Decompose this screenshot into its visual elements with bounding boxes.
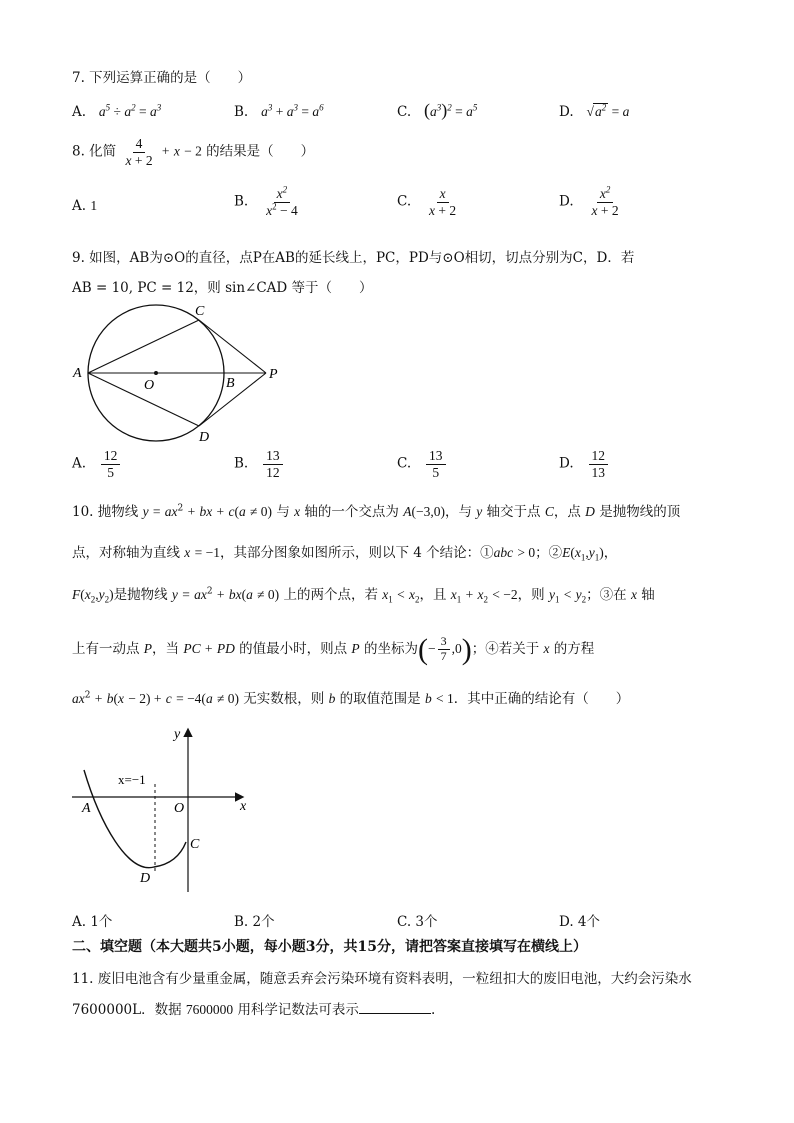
- label-o: O: [174, 801, 185, 816]
- label-y: y: [174, 727, 181, 742]
- q10-line2: 点，对称轴为直线 x = −1，其部分图象如图所示，则以下 4 个结论：①abc > 0；$②E(x_1,y_1)$，: [72, 545, 618, 563]
- label-p: P: [269, 367, 278, 382]
- label-d: D: [199, 430, 210, 445]
- q9-figure: [70, 296, 290, 448]
- q10-option-b[interactable]: B. 2个: [234, 914, 275, 930]
- label-a: A: [82, 801, 91, 816]
- q7-option-c-expr: $(a^3)^2 = a^5$: [424, 100, 478, 120]
- q7-option-a[interactable]: A. $a^5 \div a^2 = a^3$: [72, 102, 162, 120]
- q8-option-a[interactable]: A. 1: [72, 198, 98, 214]
- q8-option-d[interactable]: D. $\frac{x^2}{x + 2}$: [559, 186, 624, 218]
- label-axis: x=−1: [118, 772, 146, 787]
- q9-option-b[interactable]: B. $\frac{13}{12}$: [234, 448, 285, 480]
- q10-option-d[interactable]: D. 4个: [559, 914, 601, 930]
- section-title: 二、填空题（本大题共5小题，每小题3分，共15分，请把答案直接填写在横线上）: [72, 939, 587, 955]
- q7-option-b[interactable]: B. $a^3 + a^3 = a^6$: [234, 102, 324, 120]
- center-dot: [154, 371, 158, 375]
- q10-line1: 10. 抛物线 $y = ax^2$ + bx + c(a ≠ 0) 与 x 轴的一个交点为 A(−3,0)，与 y 轴交于点 C，点 D 是抛物线的顶: [72, 503, 681, 520]
- label-c: C: [195, 304, 205, 319]
- q7-option-d[interactable]: D. $√a^2 = a$: [559, 102, 630, 120]
- q8-fraction: $\frac{4}{x + 2}$: [125, 136, 153, 168]
- q8-option-b[interactable]: B. $\frac{x^2}{x^2 - 4}$: [234, 186, 303, 218]
- q11-line2: 7600000L．数据 7600000 用科学记数法可表示 .: [72, 1002, 436, 1018]
- q10-option-c[interactable]: C. 3个: [397, 914, 438, 930]
- q10-line4: 上有一动点 P，当 PC + PD 的值最小时，则点 P 的坐标为(− $\frac{3}{7}$ ,0)；④若关于 x 的方程: [72, 632, 595, 666]
- q9-option-a[interactable]: A. $\frac{12}{5}$: [72, 448, 122, 480]
- q7-option-c[interactable]: C. $(a^3)^2 = a^5$: [397, 100, 478, 120]
- label-a: A: [73, 366, 82, 381]
- label-o: O: [144, 378, 155, 393]
- q7-option-d-expr: $√a^2 = a$: [586, 102, 630, 119]
- q8-option-c[interactable]: C. $\frac{x}{x + 2}$: [397, 186, 461, 218]
- q10-figure: [70, 724, 260, 896]
- q9-option-d[interactable]: D. $\frac{12}{13}$: [559, 448, 610, 480]
- q7-stem: 7. 下列运算正确的是（ ）: [72, 70, 252, 86]
- label-c: C: [190, 837, 200, 852]
- q8-stem: 8. 化简 $\frac{4}{x + 2}$ + x − 2 的结果是（ ）: [72, 136, 315, 168]
- q10-line5: $ax^2 + b(x - 2) + c = -4(a \ne 0)$ 无实数根，则 b 的取值范围是 b < 1．其中正确的结论有（ ）: [72, 690, 630, 707]
- q7-option-b-expr: $a^3 + a^3 = a^6$: [261, 102, 324, 119]
- q11-line1: 11. 废旧电池含有少量重金属，随意丢弃会污染环境有资料表明，一粒纽扣大的废旧电池，大约会污染水: [72, 971, 692, 987]
- q10-line3: $F(x_2,y_2)$是抛物线 $y = ax^2 + bx(a \ne 0)$ 上的两个点，若 $x_1 < x_2$，且 $x_1 + x_2 < -2$，则 $y_1 < y_2$；③在 x 轴: [72, 586, 655, 605]
- q9-line2: AB = 10, PC = 12，则 sin∠CAD 等于（ ）: [72, 280, 373, 296]
- q8-option-b-frac: $\frac{x^2}{x^2 - 4}$: [266, 184, 298, 218]
- segment-pc: [199, 320, 266, 373]
- answer-blank[interactable]: [359, 1001, 431, 1014]
- label-d: D: [140, 871, 151, 886]
- label-b: B: [226, 376, 235, 391]
- q8-option-d-frac: $\frac{x^2}{x + 2}$: [591, 184, 619, 218]
- q9-line1: 9. 如图，AB为⊙O的直径，点P在AB的延长线上，PC，PD与⊙O相切，切点分别为C，D．若: [72, 250, 635, 266]
- q10-option-a[interactable]: A. 1个: [72, 914, 113, 930]
- q9-option-c[interactable]: C. $\frac{13}{5}$: [397, 448, 448, 480]
- q8-option-c-frac: $\frac{x}{x + 2}$: [429, 186, 457, 218]
- label-x: x: [240, 799, 247, 814]
- q7-option-a-expr: $a^5 \div a^2 = a^3$: [98, 102, 162, 119]
